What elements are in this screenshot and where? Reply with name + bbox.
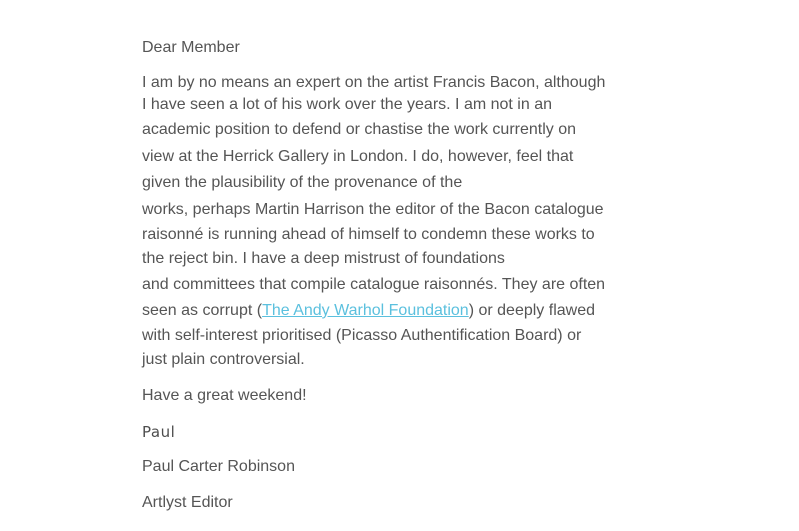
paragraph-line: and committees that compile catalogue raisonnés. They are often	[142, 276, 606, 293]
paragraph-line: I am by no means an expert on the artist Francis Bacon, although	[142, 74, 606, 91]
letter-paragraph	[142, 72, 652, 372]
paragraph-line: academic position to defend or chastise the work currently on	[142, 121, 577, 138]
signature-name: Paul Carter Robinson	[142, 458, 295, 475]
signature-title: Artlyst Editor	[142, 494, 233, 511]
paragraph-line: I have seen a lot of his work over the years. I am not in an	[142, 96, 552, 113]
paragraph-line: the reject bin. I have a deep mistrust of foundations	[142, 250, 505, 267]
paragraph-line-with-link	[142, 298, 652, 324]
link-suffix-text: ) or deeply flawed	[468, 302, 595, 319]
paragraph-line: raisonné is running ahead of himself to condemn these works to	[142, 226, 595, 243]
paragraph-line: view at the Herrick Gallery in London. I do, however, feel that	[142, 148, 574, 165]
paragraph-line: works, perhaps Martin Harrison the editor of the Bacon catalogue	[142, 201, 604, 218]
handwritten-signature: Paul	[142, 423, 176, 441]
paragraph-line: with self-interest prioritised (Picasso Authentification Board) or	[142, 327, 582, 344]
andy-warhol-foundation-link[interactable]: The Andy Warhol Foundation	[262, 302, 469, 319]
paragraph-line: given the plausibility of the provenance of the	[142, 174, 463, 191]
closing-line: Have a great weekend!	[142, 387, 307, 404]
link-prefix-text: seen as corrupt (	[142, 302, 263, 319]
salutation: Dear Member	[142, 39, 240, 56]
paragraph-line: just plain controversial.	[142, 351, 305, 368]
email-body	[142, 36, 652, 515]
